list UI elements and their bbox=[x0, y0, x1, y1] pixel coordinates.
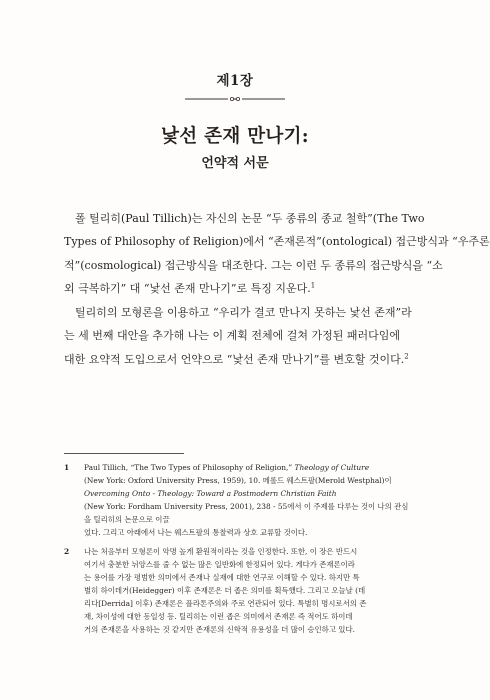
chapter-title: 낯선 존재 만나기: bbox=[161, 126, 309, 147]
footnote-text: 여기서 충분한 뉘앙스를 줄 수 없는 많은 일반화에 한정되어 있다. 게다가 존재론이라 bbox=[84, 559, 355, 569]
chapter-subtitle: 언약적 서문 bbox=[201, 156, 269, 171]
text-line: 틸리히의 모형론을 이용하고 “우리가 결코 만나지 못하는 낯선 존재”라 bbox=[75, 306, 412, 319]
footnote-divider bbox=[64, 453, 184, 454]
text-line: 폴 틸리히(Paul Tillich)는 자신의 논문 “두 종류의 종교 철학”(The Two bbox=[75, 212, 425, 225]
body-paragraph-2 bbox=[64, 301, 411, 371]
footnote-1 bbox=[64, 461, 414, 540]
footnote-text: 리다[Derrida] 이후) 존재론은 플라톤주의와 주로 연관되어 있다. 특별히 명시로서의 존 bbox=[84, 598, 367, 608]
chapter-label: 제1장 bbox=[216, 73, 254, 89]
book-title: Overcoming Onto - Theology: Toward a Postmodern Christian Faith bbox=[84, 489, 337, 499]
footnote-text: 재, 차이성에 대한 동일성 등. 틸리히는 이런 좁은 의미에서 존재론 즉 적어도 하이데 bbox=[84, 612, 353, 622]
footnote-2 bbox=[64, 545, 414, 637]
footnote-text: 나는 처음부터 모형론이 악명 높게 환원적이라는 것을 인정한다. 또한, 이 장은 반드시 bbox=[84, 546, 358, 556]
text-line: 는 세 번째 대안을 추가해 나는 이 계획 전체에 걸쳐 가정된 패러다임에 bbox=[64, 329, 400, 343]
footnote-text: 었다. 그리고 아래에서 나는 웨스트팔의 통찰력과 상호 교류할 것이다. bbox=[84, 528, 308, 538]
footnote-ref-2[interactable]: 2 bbox=[404, 351, 409, 360]
text-line: Types of Philosophy of Religion)에서 “존재론적”(ontological) 접근방식과 “우주론 bbox=[64, 235, 490, 249]
footnotes-section bbox=[64, 461, 414, 641]
text-line: 대한 요약적 도입으로서 언약으로 “낯선 존재 만나기”를 변호할 것이다. bbox=[64, 352, 405, 366]
footnote-text: (New York: Fordham University Press, 2001), 238 - 55에서 이 주제를 다루는 것이 나의 관심을 틸리히의 논문으로 이끌 bbox=[84, 502, 409, 525]
body-paragraph-1 bbox=[64, 207, 490, 300]
footnote-text: 거의 존재론을 사용하는 것 같지만 존재론의 신학적 유용성을 더 많이 승인하고 있다. bbox=[84, 625, 355, 635]
text-line: 외 극복하기” 대 “낯선 존재 만나기”로 특징 지운다. bbox=[64, 281, 311, 295]
footnote-text: (New York: Oxford University Press, 1959), 10. 메롤드 웨스트팔(Merold Westphal)이 bbox=[84, 476, 392, 486]
footnote-number: 2 bbox=[64, 546, 70, 556]
footnote-text: Paul Tillich, “The Two Types of Philosophy of Religion,” bbox=[84, 463, 293, 472]
footnote-text: 별히 하이데거(Heidegger) 이후 존재론은 더 좁은 의미를 획득했다. 그리고 오늘날 (데 bbox=[84, 585, 366, 595]
book-title: Theology of Culture bbox=[294, 463, 370, 472]
text-line: 적”(cosmological) 접근방식을 대조한다. 그는 이런 두 종류의 접근방식을 “소 bbox=[64, 258, 443, 272]
footnote-number: 1 bbox=[64, 463, 70, 472]
footnote-text: 는 용어를 가장 평범한 의미에서 존재나 실재에 대한 연구로 이해할 수 있다. 하지만 특 bbox=[84, 572, 360, 582]
ornament-divider-icon bbox=[185, 94, 285, 104]
footnote-ref-1[interactable]: 1 bbox=[310, 281, 316, 290]
